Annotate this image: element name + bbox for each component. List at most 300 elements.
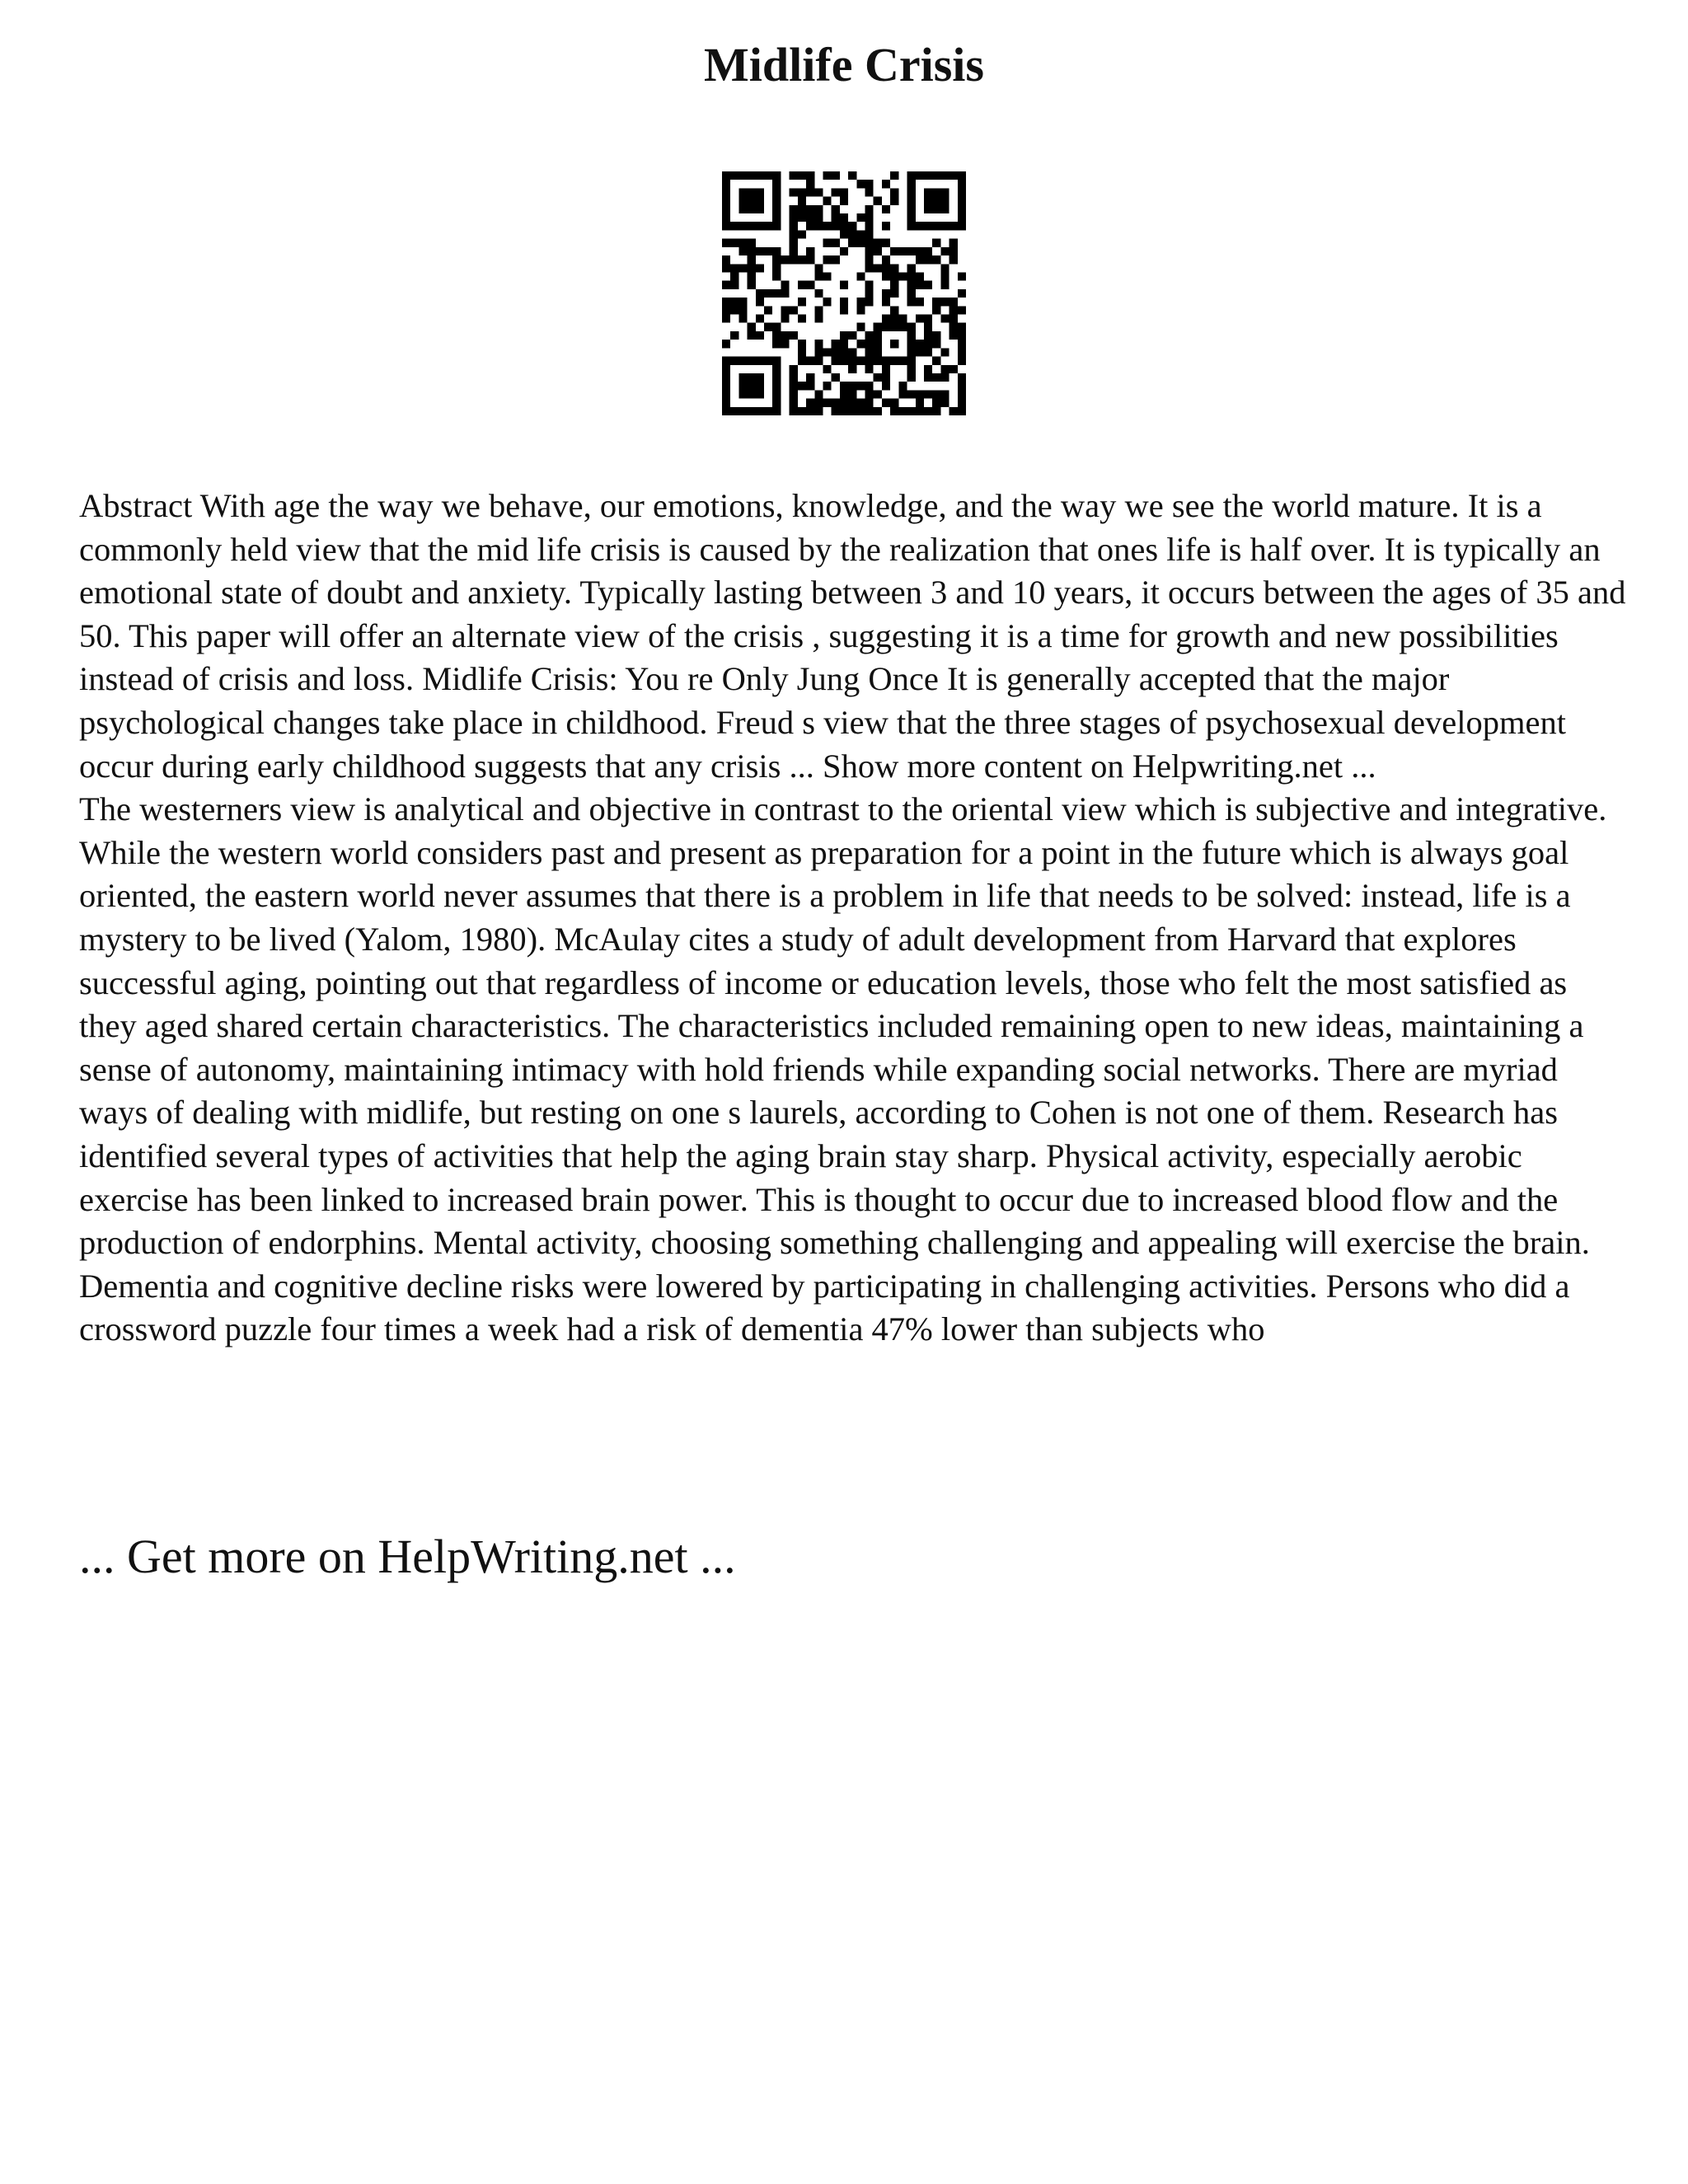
qr-module [790,399,798,407]
qr-module [950,298,958,306]
qr-module [798,382,806,390]
qr-module [916,222,924,230]
qr-module [730,357,738,365]
qr-module [940,247,949,255]
qr-module [814,264,823,272]
qr-module [790,213,798,222]
qr-module [722,298,730,306]
qr-module [738,188,747,196]
qr-module [840,382,848,390]
qr-module [756,222,764,230]
qr-module [738,357,747,365]
qr-module [916,171,924,180]
qr-module [865,180,874,188]
qr-module [722,399,730,407]
qr-module [958,222,966,230]
qr-module [924,247,932,255]
qr-module [790,306,798,314]
qr-module [848,348,856,356]
qr-module [932,331,940,340]
page-title: Midlife Crisis [704,38,984,91]
qr-module [738,315,747,323]
qr-module [932,373,940,382]
qr-module [798,357,806,365]
document-body [79,485,1629,1352]
qr-module [790,188,798,196]
qr-module [856,407,865,415]
qr-module [865,340,874,348]
qr-module [730,306,738,314]
qr-module [772,373,781,382]
qr-module [798,315,806,323]
qr-module [874,323,882,331]
qr-module [798,281,806,289]
qr-module [940,205,949,213]
qr-module [924,348,932,356]
qr-module [932,306,940,314]
qr-module [722,357,730,365]
qr-module [806,180,814,188]
qr-module [958,188,966,196]
qr-module [772,171,781,180]
qr-module [882,399,890,407]
qr-module [874,348,882,356]
qr-module [940,197,949,205]
qr-module [748,188,756,196]
qr-module [756,171,764,180]
paragraph-main: The westerners view is analytical and objective in contrast to the oriental view which is subjective and integrative. While the western world considers past and present as preparation for a point in the future which is always goal oriented, the eastern world never assumes that there is a problem in life that needs to be solved: instead, life is a mystery to be lived (Yalom, 1980). McAulay cites a study of adult development from Harvard that explores successful aging, pointing out that regardless of income or education levels, those who felt the most satisfied as they aged shared certain characteristics. The characteristics included remaining open to new ideas, maintaining a sense of autonomy, maintaining intimacy with hold friends while expanding social networks. There are myriad ways of dealing with midlife, but resting on one s laurels, according to Cohen is not one of them. Research has identified several types of activities that help the aging brain stay sharp. Physical activity, especially aerobic exercise has been linked to increased brain power. This is thought to occur due to increased blood flow and the production of endorphins. Mental activity, choosing something challenging and appealing will exercise the brain. Dementia and cognitive decline risks were lowered by participating in challenging activities. Persons who did a crossword puzzle four times a week had a risk of dementia 47% lower than subjects who [79,790,1607,1348]
qr-module [823,399,831,407]
qr-module [814,272,823,280]
qr-module [722,365,730,373]
qr-module [865,407,874,415]
qr-module [865,289,874,298]
qr-module [890,281,898,289]
qr-module [798,340,806,348]
qr-module [772,365,781,373]
qr-module [940,272,949,280]
qr-module [814,399,823,407]
qr-module [772,323,781,331]
qr-module [806,407,814,415]
qr-module [907,197,916,205]
qr-module [856,213,865,222]
qr-module [790,331,798,340]
qr-module [907,340,916,348]
qr-module [738,382,747,390]
qr-module [730,298,738,306]
qr-module [823,272,831,280]
qr-module [764,407,772,415]
qr-module [848,382,856,390]
qr-module [748,373,756,382]
qr-module [950,315,958,323]
qr-module [772,188,781,196]
qr-module [924,188,932,196]
qr-module [748,382,756,390]
qr-module [806,281,814,289]
qr-module [916,407,924,415]
qr-module [772,247,781,255]
qr-module [890,197,898,205]
qr-module [722,382,730,390]
qr-module [806,188,814,196]
qr-module [806,205,814,213]
qr-module [882,382,890,390]
qr-module [916,255,924,264]
qr-module [907,298,916,306]
qr-module [840,247,848,255]
qr-module [748,239,756,247]
qr-module [865,264,874,272]
qr-module [722,264,730,272]
qr-module [748,357,756,365]
qr-module [907,281,916,289]
qr-module [756,298,764,306]
qr-module [722,197,730,205]
qr-module [890,188,898,196]
qr-module [950,255,958,264]
qr-module [738,222,747,230]
qr-module [772,205,781,213]
qr-module [848,222,856,230]
qr-module [940,222,949,230]
qr-module [856,298,865,306]
qr-module [772,407,781,415]
qr-module [890,247,898,255]
qr-module [848,390,856,398]
qr-module [856,382,865,390]
qr-module [940,298,949,306]
qr-module [790,382,798,390]
qr-module [874,373,882,382]
qr-module [840,399,848,407]
qr-module [898,272,907,280]
qr-module [848,365,856,373]
qr-module [898,357,907,365]
qr-module [832,357,840,365]
qr-module [730,331,738,340]
qr-module [840,348,848,356]
qr-module [823,298,831,306]
qr-module [865,255,874,264]
qr-module [722,222,730,230]
qr-module [806,213,814,222]
qr-module [950,222,958,230]
qr-module [814,205,823,213]
qr-module [890,399,898,407]
qr-module [738,407,747,415]
qr-module [756,373,764,382]
qr-module [772,382,781,390]
qr-module [848,407,856,415]
qr-module [907,180,916,188]
qr-module [907,247,916,255]
qr-module [790,239,798,247]
qr-module [856,357,865,365]
qr-module [848,239,856,247]
qr-module [874,197,882,205]
qr-module [907,213,916,222]
qr-module [950,171,958,180]
qr-module [781,289,789,298]
qr-module [958,171,966,180]
qr-module [798,188,806,196]
qr-module [764,247,772,255]
qr-module [738,239,747,247]
qr-module [890,264,898,272]
qr-module [798,407,806,415]
qr-module [823,255,831,264]
qr-module [790,205,798,213]
qr-module [882,239,890,247]
qr-module [730,264,738,272]
qr-module [916,399,924,407]
qr-module [748,197,756,205]
qr-module [722,340,730,348]
qr-module [832,188,840,196]
qr-module [890,315,898,323]
qr-module [940,264,949,272]
qr-module [958,348,966,356]
qr-module [790,255,798,264]
qr-module [748,264,756,272]
qr-module [924,323,932,331]
qr-module [722,171,730,180]
qr-module [916,390,924,398]
qr-module [814,407,823,415]
qr-module [907,373,916,382]
qr-module [756,289,764,298]
qr-module [756,357,764,365]
qr-module [856,323,865,331]
qr-module [798,171,806,180]
qr-module [722,281,730,289]
qr-module [958,180,966,188]
qr-module [890,340,898,348]
qr-module [832,407,840,415]
qr-module [856,306,865,314]
qr-module [898,323,907,331]
qr-module [848,331,856,340]
qr-module [756,205,764,213]
qr-module [748,281,756,289]
qr-module [730,171,738,180]
qr-module [823,382,831,390]
qr-module [882,365,890,373]
qr-module [772,357,781,365]
qr-module [882,264,890,272]
qr-module [958,323,966,331]
qr-module [874,357,882,365]
qr-module [907,205,916,213]
qr-module [814,340,823,348]
qr-module [806,222,814,230]
qr-module [832,348,840,356]
qr-module [932,255,940,264]
qr-module [890,306,898,314]
qr-module [772,331,781,340]
qr-module [814,348,823,356]
qr-module [748,205,756,213]
qr-module [865,281,874,289]
qr-module [882,289,890,298]
qr-module [781,306,789,314]
qr-module [722,188,730,196]
qr-module [856,340,865,348]
qr-module [832,399,840,407]
qr-module [924,222,932,230]
qr-module [764,289,772,298]
qr-module [730,222,738,230]
qr-module [814,222,823,230]
qr-module [814,213,823,222]
qr-module [722,407,730,415]
qr-module [832,340,840,348]
qr-module [958,331,966,340]
qr-module [865,365,874,373]
qr-module [882,180,890,188]
qr-module [882,298,890,306]
qr-module [907,390,916,398]
qr-module [932,222,940,230]
qr-module [950,365,958,373]
qr-module [764,171,772,180]
qr-module [790,230,798,238]
qr-module [772,264,781,272]
qr-module [798,298,806,306]
qr-module [756,390,764,398]
qr-module [958,407,966,415]
qr-module [840,188,848,196]
qr-module [823,171,831,180]
qr-module [814,188,823,196]
qr-module [924,390,932,398]
qr-module [823,365,831,373]
qr-module [916,247,924,255]
get-more-link[interactable]: ... Get more on HelpWriting.net ... [79,1530,736,1583]
qr-module [806,373,814,382]
qr-module [874,264,882,272]
qr-module [890,407,898,415]
qr-module [958,306,966,314]
qr-module [898,390,907,398]
qr-module [798,213,806,222]
qr-module [940,281,949,289]
qr-module [898,247,907,255]
qr-module [950,331,958,340]
qr-module [772,222,781,230]
qr-module [764,323,772,331]
qr-module [772,180,781,188]
qr-module [832,205,840,213]
qr-module [940,315,949,323]
qr-module [798,197,806,205]
qr-module [756,407,764,415]
qr-module [722,180,730,188]
qr-module [772,399,781,407]
qr-module [924,281,932,289]
qr-module [865,399,874,407]
qr-module [882,315,890,323]
qr-module [924,171,932,180]
qr-module [882,373,890,382]
qr-module [932,171,940,180]
qr-module [958,340,966,348]
qr-module [950,306,958,314]
qr-module [790,222,798,230]
qr-module [772,340,781,348]
qr-module [865,390,874,398]
qr-module [865,357,874,365]
qr-module [907,171,916,180]
qr-module [924,315,932,323]
qr-module [848,399,856,407]
qr-module [832,373,840,382]
qr-module [772,390,781,398]
qr-module [756,188,764,196]
qr-module [932,239,940,247]
qr-module [790,373,798,382]
qr-module [790,171,798,180]
qr-module [814,390,823,398]
qr-module [738,373,747,382]
qr-module [840,340,848,348]
qr-module [823,348,831,356]
qr-module [722,213,730,222]
qr-module [748,222,756,230]
qr-module [950,323,958,331]
qr-module [898,315,907,323]
qr-module [772,213,781,222]
qr-module [840,298,848,306]
paragraph-abstract: Abstract With age the way we behave, our emotions, knowledge, and the way we see the world mature. It is a commonly held view that the mid life crisis is caused by the realization that ones life is half over. It is typically an emotional state of doubt and anxiety. Typically lasting between 3 and 10 years, it occurs between the ages of 35 and 50. This paper will offer an alternate view of the crisis , suggesting it is a time for growth and new possibilities instead of crisis and loss. Midlife Crisis: You re Only Jung Once It is generally accepted that the major psychological changes take place in childhood. Freud s view that the three stages of psychosexual development occur during early childhood suggests that any crisis ... Show more content on Helpwriting.net ... [79,487,1626,785]
qr-module [874,407,882,415]
qr-module [916,281,924,289]
qr-module [882,272,890,280]
qr-module [806,255,814,264]
qr-module [874,340,882,348]
qr-module [932,357,940,365]
qr-module [772,272,781,280]
qr-module [840,357,848,365]
qr-module [840,197,848,205]
qr-module [940,373,949,382]
qr-module [916,340,924,348]
qr-module [940,171,949,180]
qr-module [832,239,840,247]
qr-module [722,205,730,213]
qr-module [950,239,958,247]
qr-module [932,188,940,196]
qr-module [916,272,924,280]
qr-module [738,264,747,272]
qr-module [738,306,747,314]
qr-module [932,340,940,348]
qr-module [756,382,764,390]
qr-module [950,247,958,255]
qr-code-graphic [722,171,966,415]
qr-module [823,222,831,230]
qr-module [890,171,898,180]
qr-module [738,298,747,306]
qr-module [856,399,865,407]
qr-module [907,407,916,415]
qr-module [748,390,756,398]
qr-module [764,357,772,365]
qr-module [738,197,747,205]
qr-module [865,213,874,222]
